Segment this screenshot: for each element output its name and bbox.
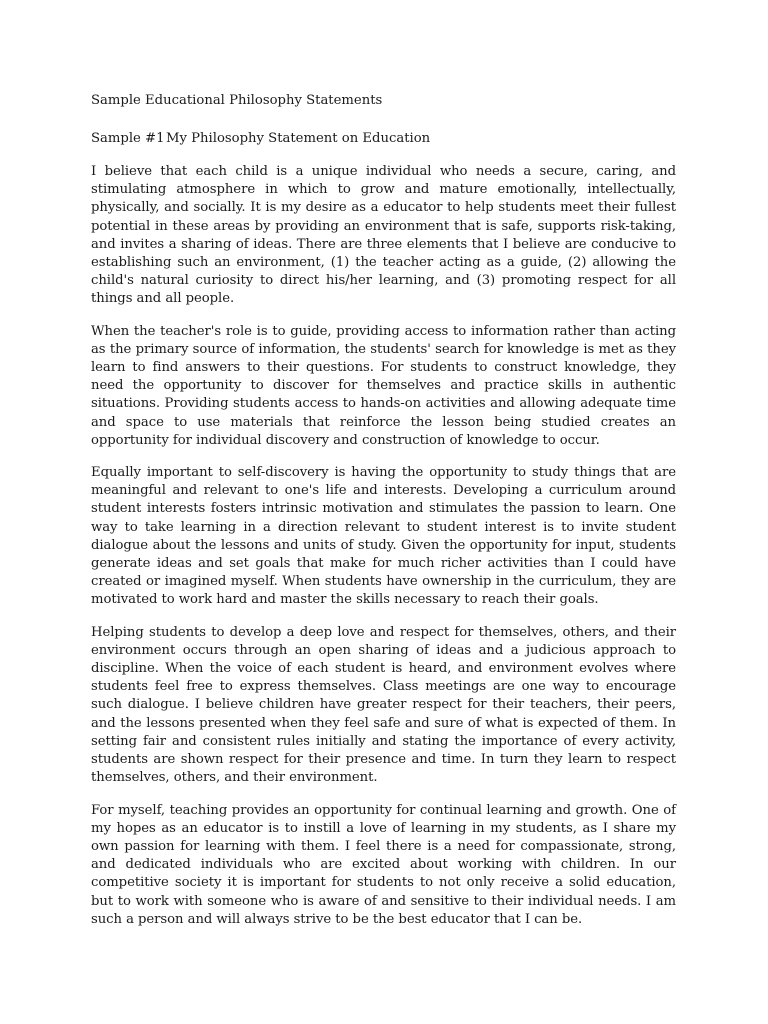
sample-number: Sample #1 <box>91 131 165 146</box>
paragraph-3: Equally important to self-discovery is having the opportunity to study things that are meaningful and relevant to one's life and interests. Developing a curriculum around student interests fosters intrinsic motivation and stimulates the passion to learn. One way to take learning in a direction relevant to student interest is to invite student dialogue about the lessons and units of study. Given the opportunity for input, students generate ideas and set goals that make for much richer activities than I could have created or imagined myself. When students have ownership in the curriculum, they are motivated to work hard and master the skills necessary to reach their goals. <box>91 465 676 608</box>
paragraph-2: When the teacher's role is to guide, providing access to information rather than acting as the primary source of information, the students' search for knowledge is met as they learn to find answers to their questions. For students to construct knowledge, they need the opportunity to discover for themselves and practice skills in authentic situations. Providing students access to hands-on activities and allowing adequate time and space to use materials that reinforce the lesson being studied creates an opportunity for individual discovery and construction of knowledge to occur. <box>91 323 676 448</box>
paragraph-1: I believe that each child is a unique individual who needs a secure, caring, and stimulating atmosphere in which to grow and mature emotionally, intellectually, physically, and socially. It is my desire as a educator to help students meet their fullest potential in these areas by providing an environment that is safe, supports risk-taking, and invites a sharing of ideas. There are three elements that I believe are conducive to establishing such an environment, (1) the teacher acting as a guide, (2) allowing the child's natural curiosity to direct his/her learning, and (3) promoting respect for all things and all people. <box>91 164 676 307</box>
sample-heading <box>91 130 676 148</box>
sample-title: My Philosophy Statement on Education <box>166 131 431 146</box>
document-title: Sample Educational Philosophy Statements <box>91 93 383 108</box>
document-page <box>91 92 676 943</box>
paragraph-4: Helping students to develop a deep love and respect for themselves, others, and their environment occurs through an open sharing of ideas and a judicious approach to discipline. When the voice of each student is heard, and environment evolves where students feel free to express themselves. Class meetings are one way to encourage such dialogue. I believe children have greater respect for their teachers, their peers, and the lessons presented when they feel safe and sure of what is expected of them. In setting fair and consistent rules initially and stating the importance of every activity, students are shown respect for their presence and time. In turn they learn to respect themselves, others, and their environment. <box>91 624 676 786</box>
paragraph-5: For myself, teaching provides an opportunity for continual learning and growth. One of my hopes as an educator is to instill a love of learning in my students, as I share my own passion for learning with them. I feel there is a need for compassionate, strong, and dedicated individuals who are excited about working with children. In our competitive society it is important for students to not only receive a solid education, but to work with someone who is aware of and sensitive to their individual needs. I am such a person and will always strive to be the best educator that I can be. <box>91 802 676 927</box>
